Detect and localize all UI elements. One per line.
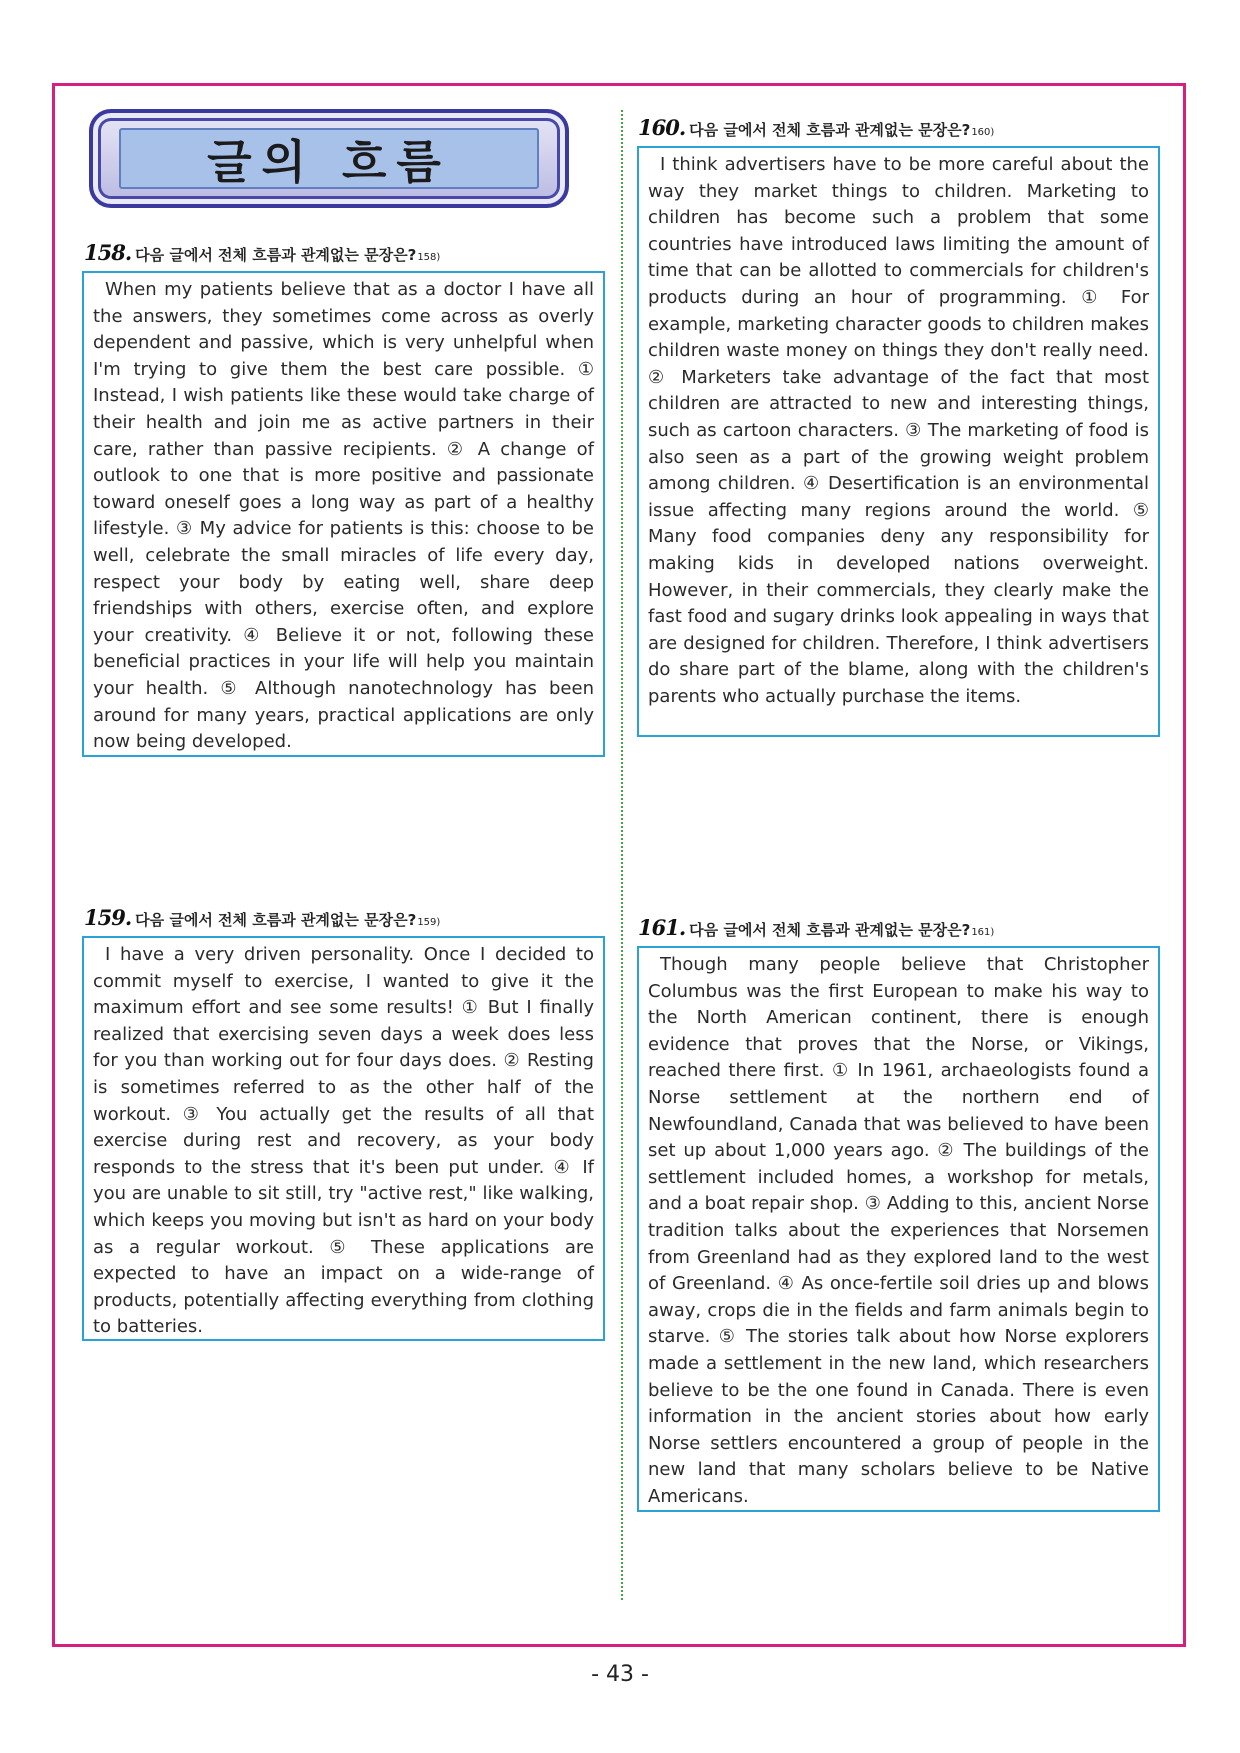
- page-number: - 43 -: [591, 1662, 649, 1687]
- passage-box-161: [637, 946, 1160, 1512]
- question-footnote: 158): [417, 252, 441, 263]
- passage-box-160: [637, 146, 1160, 737]
- question-footnote: 160): [971, 127, 995, 138]
- passage-text: I think advertisers have to be more careful about the way they market things to children. Marketing to children has become such a problem that some countries have introduced laws limiting the amount of time that can be allotted to commercials for children's products during an hour of programming. ① For example, marketing character goods to children makes children waste money on things they don't really need. ② Marketers take advantage of the fact that most children are attracted to new and interesting things, such as cartoon characters. ③ The marketing of food is also seen as a part of the growing weight problem among children. ④ Desertification is an environmental issue affecting many regions around the world. ⑤ Many food companies deny any responsibility for making kids in developed nations overweight. However, in their commercials, they clearly make the fast food and sugary drinks look appealing in ways that are designed for children. Therefore, I think advertisers do share part of the blame, along with the children's parents who actually purchase the items.: [648, 154, 1149, 707]
- question-number: 158.: [84, 240, 132, 265]
- question-header-158: [84, 240, 440, 268]
- question-footnote: 159): [417, 917, 441, 928]
- column-divider: [621, 110, 623, 1600]
- passage-text: I have a very driven personality. Once I decided to commit myself to exercise, I wanted to give it the maximum effort and see some results! ① But I finally realized that exercising seven days a week does less for you than working out for four days does. ② Resting is sometimes referred to as the other half of the workout. ③ You actually get the results of all that exercise during rest and recovery, as your body responds to the stress that it's been put under. ④ If you are unable to sit still, try "active rest," like walking, which keeps you moving but isn't as hard on your body as a regular workout. ⑤ These applications are expected to have an impact on a wide-range of products, potentially affecting everything from clothing to batteries.: [93, 944, 594, 1338]
- question-number: 159.: [84, 905, 132, 930]
- question-number: 160.: [638, 115, 686, 140]
- question-header-160: [638, 115, 994, 143]
- question-prompt: 다음 글에서 전체 흐름과 관계없는 문장은?: [135, 911, 417, 929]
- passage-box-158: [82, 271, 605, 757]
- question-prompt: 다음 글에서 전체 흐름과 관계없는 문장은?: [689, 921, 971, 939]
- passage-text: When my patients believe that as a doctor I have all the answers, they sometimes come across as overly dependent and passive, which is very unhelpful when I'm trying to give them the best care possible. ① Instead, I wish patients like these would take charge of their health and join me as active partners in their care, rather than passive recipients. ② A change of outlook to one that is more positive and passionate toward oneself goes a long way as part of a healthy lifestyle. ③ My advice for patients is this: choose to be well, celebrate the small miracles of life every day, respect your body by eating well, share deep friendships with others, exercise often, and explore your creativity. ④ Believe it or not, following these beneficial practices in your life will help you maintain your health. ⑤ Although nanotechnology has been around for many years, practical applications are only now being developed.: [93, 279, 594, 753]
- question-prompt: 다음 글에서 전체 흐름과 관계없는 문장은?: [689, 121, 971, 139]
- section-banner: [89, 109, 569, 208]
- question-prompt: 다음 글에서 전체 흐름과 관계없는 문장은?: [135, 246, 417, 264]
- question-header-159: [84, 905, 440, 933]
- passage-box-159: [82, 936, 605, 1341]
- question-number: 161.: [638, 915, 686, 940]
- section-title: 글의 흐름: [207, 134, 451, 189]
- question-header-161: [638, 915, 994, 943]
- question-footnote: 161): [971, 927, 995, 938]
- passage-text: Though many people believe that Christopher Columbus was the first European to make his way to the North American continent, there is enough evidence that proves that the Norse, or Vikings, reached there first. ① In 1961, archaeologists found a Norse settlement at the northern end of Newfoundland, Canada that was believed to have been set up about 1,000 years ago. ② The buildings of the settlement included homes, a workshop for metals, and a boat repair shop. ③ Adding to this, ancient Norse tradition talks about the experiences that Norsemen from Greenland had as they explored land to the west of Greenland. ④ As once-fertile soil dries up and blows away, crops die in the fields and farm animals begin to starve. ⑤ The stories talk about how Norse explorers made a settlement in the new land, which researchers believe to be the one found in Canada. There is even information in the ancient stories about how early Norse settlers encountered a group of people in the new land that many scholars believe to be Native Americans.: [648, 954, 1149, 1507]
- section-banner-inner: [119, 128, 539, 189]
